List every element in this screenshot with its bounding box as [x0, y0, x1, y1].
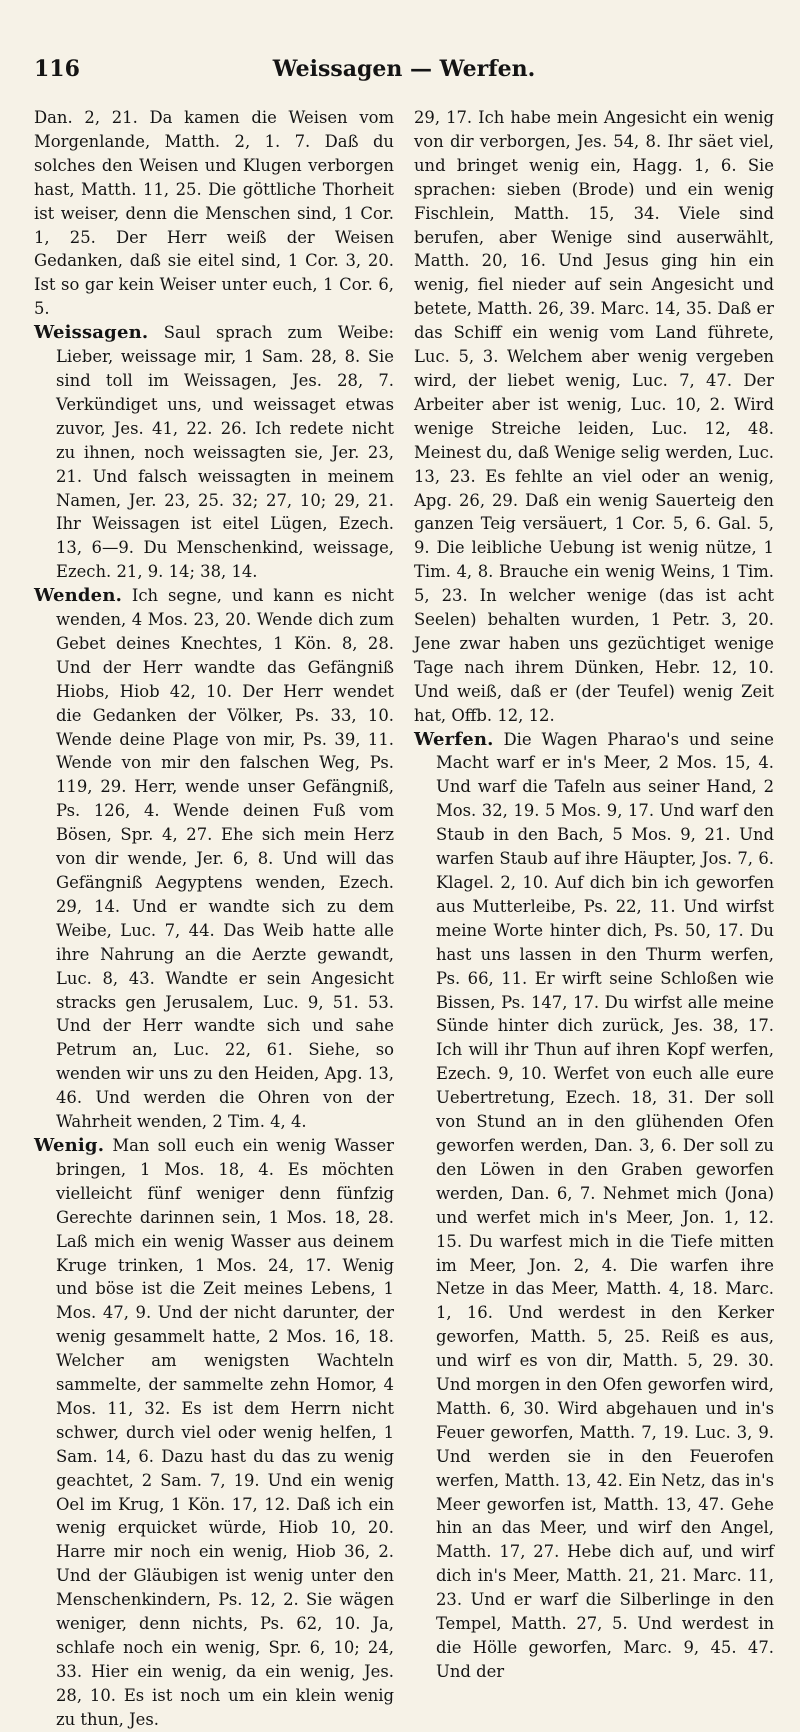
running-head: Weissagen — Werfen. [272, 56, 536, 82]
left-column [34, 106, 394, 1732]
headword: Wenden. [34, 585, 123, 607]
entry-wenig [34, 1134, 394, 1732]
entry-text: Ich segne, und kann es nicht wenden, 4 Mos. 23, 20. Wende dich zum Gebet deines Knechtes, 1 Kön. 8, 28. Und der Herr wandte das Gefängniß Hiobs, Hiob 42, 10. Der Herr wendet die Gedanken der Völker, Ps. 33, 10. Wende deine Plage von mir, Ps. 39, 11. Wende von mir den falschen Weg, Ps. 119, 29. Herr, wende unser Gefängniß, Ps. 126, 4. Wende deinen Fuß vom Bösen, Spr. 4, 27. Ehe sich mein Herz von dir wende, Jer. 6, 8. Und will das Gefängniß Aegyptens wenden, Ezech. 29, 14. Und er wandte sich zu dem Weibe, Luc. 7, 44. Das Weib hatte alle ihre Nahrung an die Aerzte gewandt, Luc. 8, 43. Wandte er sein Angesicht stracks gen Jerusalem, Luc. 9, 51. 53. Und der Herr wandte sich und sahe Petrum an, Luc. 22, 61. Siehe, so wenden wir uns zu den Heiden, Apg. 13, 46. Und werden die Ohren von der Wahrheit wenden, 2 Tim. 4, 4. [56, 586, 394, 1132]
headword: Weissagen. [34, 322, 149, 344]
right-column [414, 106, 774, 1732]
page-header [34, 50, 774, 90]
entry-text: Man soll euch ein wenig Wasser bringen, 1 Mos. 18, 4. Es möchten vielleicht fünf weniger denn fünfzig Gerechte darinnen sein, 1 Mos. 18, 28. Laß mich ein wenig Wasser aus deinem Kruge trinken, 1 Mos. 24, 17. Wenig und böse ist die Zeit meines Lebens, 1 Mos. 47, 9. Und der nicht darunter, der wenig gesammelt hatte, 2 Mos. 16, 18. Welcher am wenigsten Wachteln sammelte, der sammelte zehn Homor, 4 Mos. 11, 32. Es ist dem Herrn nicht schwer, durch viel oder wenig helfen, 1 Sam. 14, 6. Dazu hast du das zu wenig geachtet, 2 Sam. 7, 19. Und ein wenig Oel im Krug, 1 Kön. 17, 12. Daß ich ein wenig erquicket würde, Hiob 10, 20. Harre mir noch ein wenig, Hiob 36, 2. Und der Gläubigen ist wenig unter den Menschenkindern, Ps. 12, 2. Sie wägen weniger, denn nichts, Ps. 62, 10. Ja, schlafe noch ein wenig, Spr. 6, 10; 24, 33. Hier ein wenig, da ein wenig, Jes. 28, 10. Es ist noch um ein klein wenig zu thun, Jes. [56, 1135, 394, 1729]
headword: Werfen. [414, 728, 494, 750]
entry-text: Die Wagen Pharao's und seine Macht warf er in's Meer, 2 Mos. 15, 4. Und warf die Tafeln aus seiner Hand, 2 Mos. 32, 19. 5 Mos. 9, 17. Und warf den Staub in den Bach, 5 Mos. 9, 21. Und warfen Staub auf ihre Häupter, Jos. 7, 6. Klagel. 2, 10. Auf dich bin ich geworfen aus Mutterleibe, Ps. 22, 11. Und wirfst meine Worte hinter dich, Ps. 50, 17. Du hast uns lassen in den Thurm werfen, Ps. 66, 11. Er wirft seine Schloßen wie Bissen, Ps. 147, 17. Du wirfst alle meine Sünde hinter dich zurück, Jes. 38, 17. Ich will ihr Thun auf ihren Kopf werfen, Ezech. 9, 10. Werfet von euch alle eure Uebertretung, Ezech. 18, 31. Der soll von Stund an in den glühenden Ofen geworfen werden, Dan. 3, 6. Der soll zu den Löwen in den Graben geworfen werden, Dan. 6, 7. Nehmet mich (Jona) und werfet mich in's Meer, Jon. 1, 12. 15. Du warfest mich in die Tiefe mitten im Meer, Jon. 2, 4. Die warfen ihre Netze in das Meer, Matth. 4, 18. Marc. 1, 16. Und werdest in den Kerker geworfen, Matth. 5, 25. Reiß es aus, und wirf es von dir, Matth. 5, 29. 30. Und morgen in den Ofen geworfen wird, Matth. 6, 30. Wird abgehauen und in's Feuer geworfen, Matth. 7, 19. Luc. 3, 9. Und werden sie in den Feuerofen werfen, Matth. 13, 42. Ein Netz, das in's Meer geworfen ist, Matth. 13, 47. Gehe hin an das Meer, und wirf den Angel, Matth. 17, 27. Hebe dich auf, und wirf dich in's Meer, Matth. 21, 21. Marc. 11, 23. Und er warf die Silberlinge in den Tempel, Matth. 27, 5. Und werdest in die Hölle geworfen, Marc. 9, 45. 47. Und der [436, 729, 774, 1681]
entry-text: Saul sprach zum Weibe: Lieber, weissage mir, 1 Sam. 28, 8. Sie sind toll im Weissagen, Jes. 28, 7. Verkündiget uns, und weissaget etwas zuvor, Jes. 41, 22. 26. Ich redete nicht zu ihnen, noch weissagten sie, Jer. 23, 21. Und falsch weissagten in meinem Namen, Jer. 23, 25. 32; 27, 10; 29, 21. Ihr Weissagen ist eitel Lügen, Ezech. 13, 6—9. Du Menschenkind, weissage, Ezech. 21, 9. 14; 38, 14. [56, 323, 394, 582]
entry-weissagen [34, 321, 394, 584]
text-columns [34, 106, 774, 1732]
page-number: 116 [34, 56, 80, 82]
entry-werfen [414, 728, 774, 1684]
continuation-text: Dan. 2, 21. Da kamen die Weisen vom Morgenlande, Matth. 2, 1. 7. Daß du solches den Weisen und Klugen verborgen hast, Matth. 11, 25. Die göttliche Thorheit ist weiser, denn die Menschen sind, 1 Cor. 1, 25. Der Herr weiß der Weisen Gedanken, daß sie eitel sind, 1 Cor. 3, 20. Ist so gar kein Weiser unter euch, 1 Cor. 6, 5. [34, 108, 394, 319]
headword: Wenig. [34, 1134, 105, 1156]
continuation-text: 29, 17. Ich habe mein Angesicht ein wenig von dir verborgen, Jes. 54, 8. Ihr säet viel, und bringet wenig ein, Hagg. 1, 6. Sie sprachen: sieben (Brode) und ein wenig Fischlein, Matth. 15, 34. Viele sind berufen, aber Wenige sind auserwählt, Matth. 20, 16. Und Jesus ging hin ein wenig, fiel nieder auf sein Angesicht und betete, Matth. 26, 39. Marc. 14, 35. Daß er das Schiff ein wenig vom Land führete, Luc. 5, 3. Welchem aber wenig vergeben wird, der liebet wenig, Luc. 7, 47. Der Arbeiter aber ist wenig, Luc. 10, 2. Wird wenige Streiche leiden, Luc. 12, 48. Meinest du, daß Wenige selig werden, Luc. 13, 23. Es fehlte an viel oder an wenig, Apg. 26, 29. Daß ein wenig Sauerteig den ganzen Teig versäuert, 1 Cor. 5, 6. Gal. 5, 9. Die leibliche Uebung ist wenig nütze, 1 Tim. 4, 8. Brauche ein wenig Weins, 1 Tim. 5, 23. In welcher wenige (das ist acht Seelen) behalten wurden, 1 Petr. 3, 20. Jene zwar haben uns gezüchtiget wenige Tage nach ihrem Dünken, Hebr. 12, 10. Und weiß, daß er (der Teufel) wenig Zeit hat, Offb. 12, 12. [414, 108, 774, 725]
entry-wenden [34, 584, 394, 1134]
